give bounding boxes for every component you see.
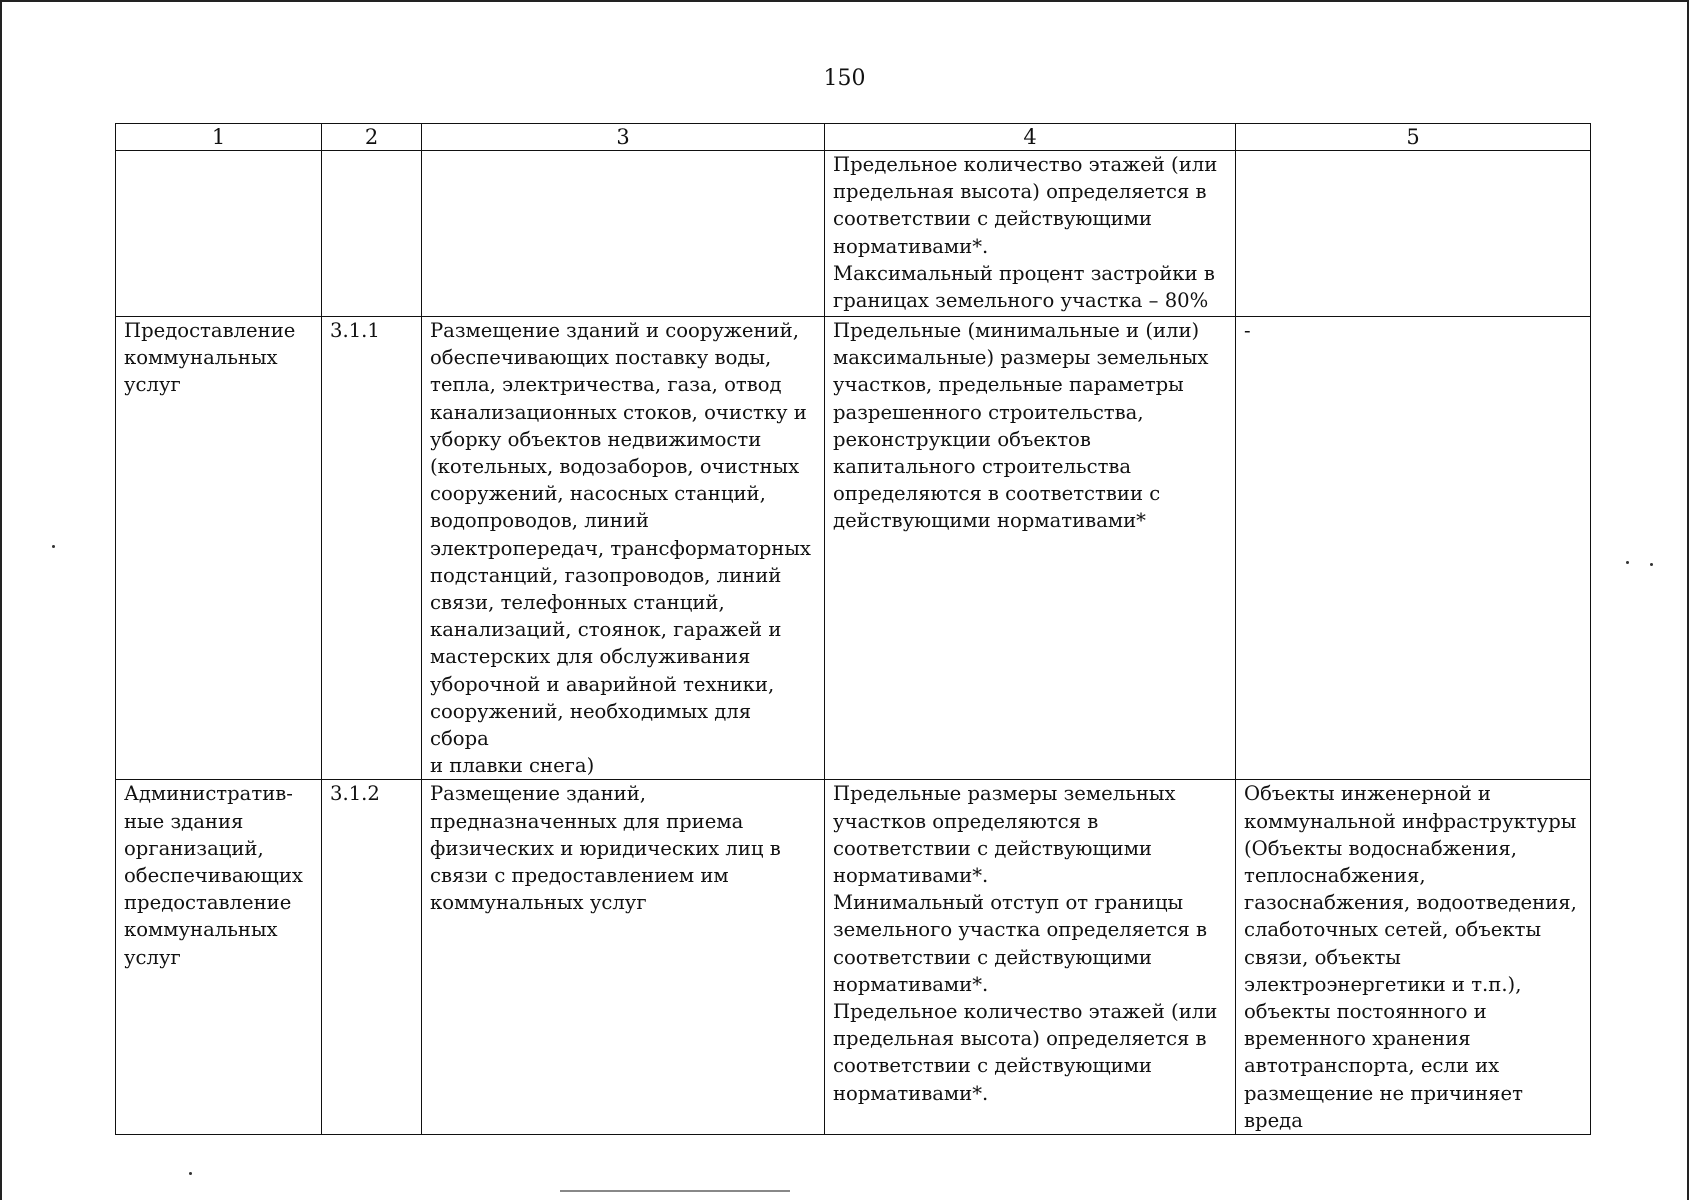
column-header-1: 1 bbox=[116, 124, 322, 151]
column-header-4: 4 bbox=[825, 124, 1236, 151]
scan-smudge bbox=[560, 1190, 790, 1192]
cell-use-name: Предоставление коммунальных услуг bbox=[116, 317, 322, 780]
column-header-5: 5 bbox=[1236, 124, 1591, 151]
table-row bbox=[116, 780, 1591, 1135]
cell-notes bbox=[1236, 151, 1591, 317]
scan-speck bbox=[52, 545, 55, 548]
zoning-table bbox=[115, 123, 1591, 1135]
cell-notes: Объекты инженерной и коммунальной инфраструктуры (Объекты водоснабжения, теплоснабжения, газоснабжения, водоотведения, слаботочных сетей, объекты связи, объекты электроэнергетики и т.п.), объекты постоянного и временного хранения автотранспорта, если их размещение не причиняет вреда bbox=[1236, 780, 1591, 1135]
cell-parameters: Предельные (минимальные и (или) максимальные) размеры земельных участков, предельные параметры разрешенного строительства, реконструкции объектов капитального строительства определяются в соответствии с действующими нормативами* bbox=[825, 317, 1236, 780]
cell-parameters: Предельное количество этажей (или предельная высота) определяется в соответствии с действующими нормативами*. Максимальный процент застройки в границах земельного участка – 80% bbox=[825, 151, 1236, 317]
cell-use-description: Размещение зданий и сооружений, обеспечивающих поставку воды, тепла, электричества, газа, отвод канализационных стоков, очистку и уборку объектов недвижимости (котельных, водозаборов, очистных сооружений, насосных станций, водопроводов, линий электропередач, трансформаторных подстанций, газопроводов, линий связи, телефонных станций, канализаций, стоянок, гаражей и мастерских для обслуживания уборочной и аварийной техники, сооружений, необходимых для сбора и плавки снега) bbox=[422, 317, 825, 780]
column-header-2: 2 bbox=[322, 124, 422, 151]
cell-parameters: Предельные размеры земельных участков определяются в соответствии с действующими нормативами*. Минимальный отступ от границы земельного участка определяется в соответствии с действующими нормативами*. Предельное количество этажей (или предельная высота) определяется в соответствии с действующими нормативами*. bbox=[825, 780, 1236, 1135]
table-row bbox=[116, 317, 1591, 780]
cell-use-description: Размещение зданий, предназначенных для приема физических и юридических лиц в связи с предоставлением им коммунальных услуг bbox=[422, 780, 825, 1135]
cell-use-name: Административ- ные здания организаций, обеспечивающих предоставление коммунальных услуг bbox=[116, 780, 322, 1135]
table-row bbox=[116, 151, 1591, 317]
cell-use-description bbox=[422, 151, 825, 317]
scan-speck bbox=[189, 1172, 192, 1175]
cell-use-code bbox=[322, 151, 422, 317]
page-number: 150 bbox=[823, 66, 866, 91]
cell-use-code: 3.1.1 bbox=[322, 317, 422, 780]
cell-notes: - bbox=[1236, 317, 1591, 780]
scan-speck bbox=[1650, 563, 1653, 566]
cell-use-name bbox=[116, 151, 322, 317]
cell-use-code: 3.1.2 bbox=[322, 780, 422, 1135]
column-header-3: 3 bbox=[422, 124, 825, 151]
scan-speck bbox=[1626, 561, 1629, 564]
table-header-row bbox=[116, 124, 1591, 151]
